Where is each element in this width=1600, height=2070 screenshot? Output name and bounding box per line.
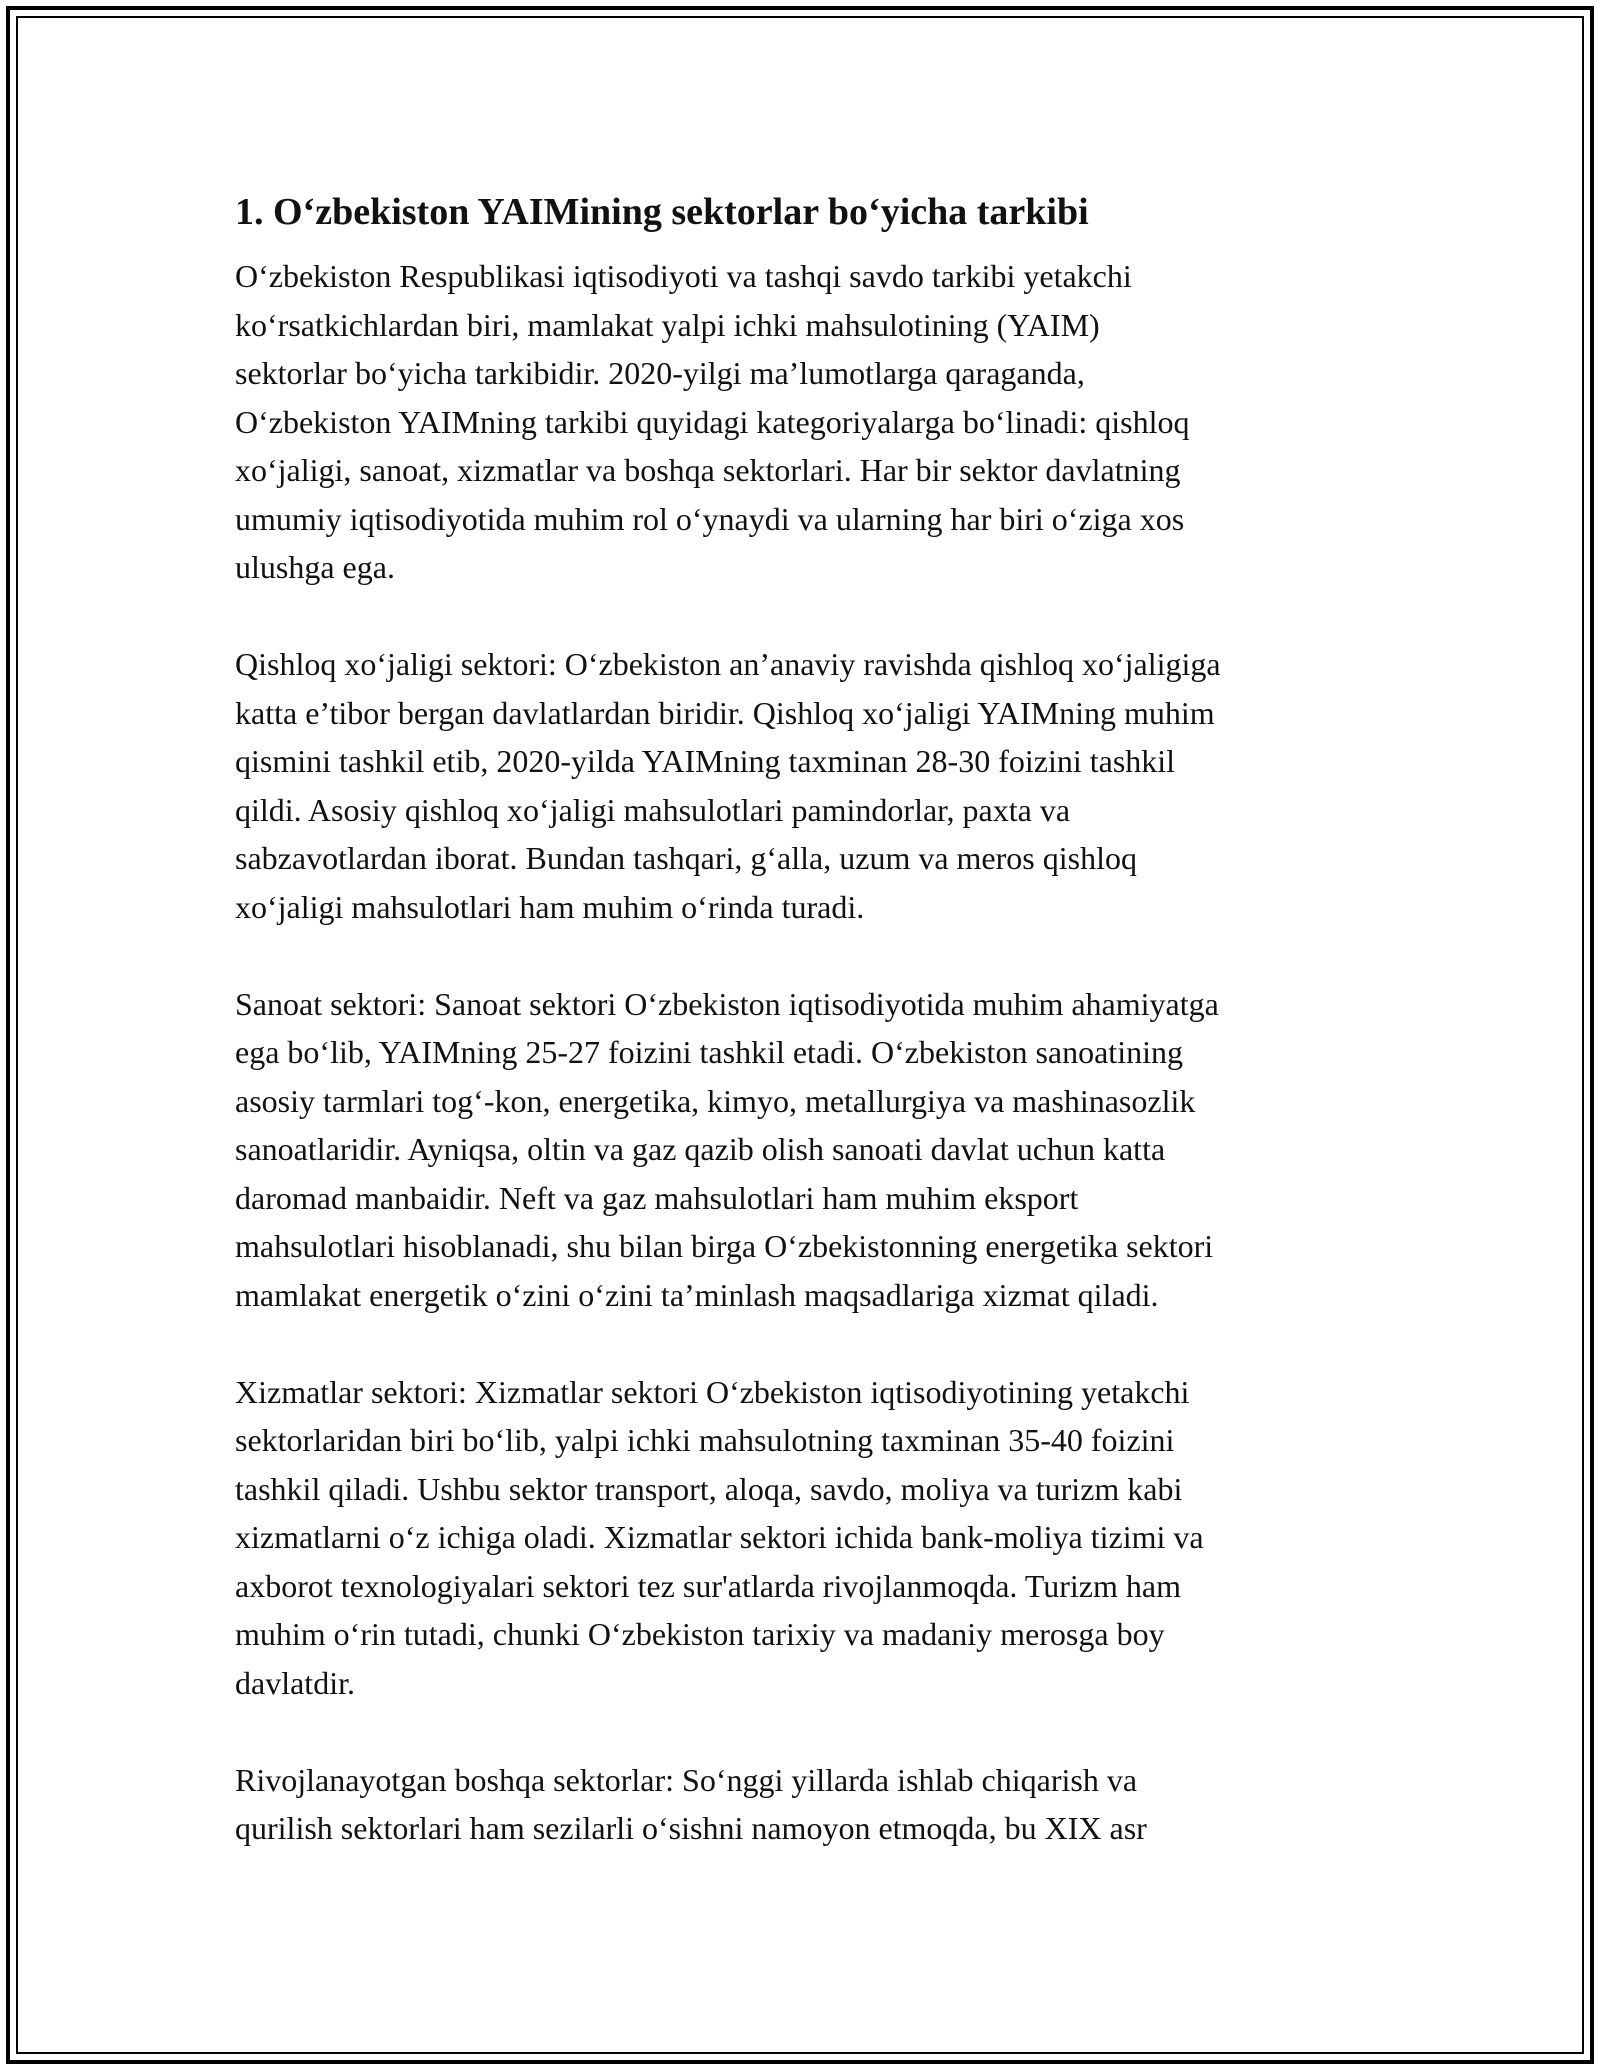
paragraph-line: ulushga ega. — [235, 549, 395, 585]
paragraph-line: asosiy tarmlari tog‘-kon, energetika, kimyo, metallurgiya va mashinasozlik — [235, 1082, 1196, 1119]
paragraph-line: daromad manbaidir. Neft va gaz mahsulotlari ham muhim eksport — [235, 1179, 1079, 1216]
document-body — [235, 186, 1375, 1901]
paragraph-line: sanoatlaridir. Ayniqsa, oltin va gaz qazib olish sanoati davlat uchun katta — [235, 1131, 1166, 1167]
paragraph-line: xo‘jaligi, sanoat, xizmatlar va boshqa sektorlari. Har bir sektor davlatning — [235, 452, 1181, 488]
paragraph-line: katta e’tibor bergan davlatlardan biridir. Qishloq xo‘jaligi YAIMning muhim — [235, 694, 1215, 731]
body-paragraph — [235, 252, 1375, 592]
paragraph-line: O‘zbekiston Respublikasi iqtisodiyoti va tashqi savdo tarkibi yetakchi — [235, 258, 1132, 294]
paragraph-line: xizmatlarni o‘z ichiga oladi. Xizmatlar sektori ichida bank-moliya tizimi va — [235, 1519, 1204, 1555]
paragraph-line: tashkil qiladi. Ushbu sektor transport, aloqa, savdo, moliya va turizm kabi — [235, 1470, 1183, 1507]
body-paragraph — [235, 640, 1375, 931]
paragraph-line: Rivojlanayotgan boshqa sektorlar: So‘nggi yillarda ishlab chiqarish va — [235, 1761, 1138, 1798]
paragraph-line: mahsulotlari hisoblanadi, shu bilan birga O‘zbekistonning energetika sektori — [235, 1228, 1214, 1264]
paragraph-list — [235, 252, 1375, 1853]
paragraph-line: axborot texnologiyalari sektori tez sur'atlarda rivojlanmoqda. Turizm ham — [235, 1567, 1181, 1604]
paragraph-line: sektorlaridan biri bo‘lib, yalpi ichki mahsulotning taxminan 35-40 foizini — [235, 1422, 1175, 1458]
paragraph-line: qildi. Asosiy qishloq xo‘jaligi mahsulotlari pamindorlar, paxta va — [235, 791, 1071, 828]
paragraph-line: davlatdir. — [235, 1664, 355, 1701]
paragraph-line: ko‘rsatkichlardan biri, mamlakat yalpi ichki mahsulotining (YAIM) — [235, 306, 1100, 343]
paragraph-line: sabzavotlardan iborat. Bundan tashqari, g‘alla, uzum va meros qishloq — [235, 840, 1137, 876]
body-paragraph — [235, 1756, 1375, 1853]
body-paragraph — [235, 980, 1375, 1320]
paragraph-line: qismini tashkil etib, 2020-yilda YAIMning taxminan 28-30 foizini tashkil — [235, 743, 1176, 779]
section-heading: 1. O‘zbekiston YAIMining sektorlar bo‘yicha tarkibi — [235, 191, 1089, 233]
paragraph-line: xo‘jaligi mahsulotlari ham muhim o‘rinda turadi. — [235, 888, 865, 925]
paragraph-line: Sanoat sektori: Sanoat sektori O‘zbekiston iqtisodiyotida muhim ahamiyatga — [235, 985, 1219, 1022]
paragraph-line: ega bo‘lib, YAIMning 25-27 foizini tashkil etadi. O‘zbekiston sanoatining — [235, 1034, 1183, 1070]
paragraph-line: Qishloq xo‘jaligi sektori: O‘zbekiston an’anaviy ravishda qishloq xo‘jaligiga — [235, 646, 1221, 682]
paragraph-line: umumiy iqtisodiyotida muhim rol o‘ynaydi va ularning har biri o‘ziga xos — [235, 500, 1185, 537]
paragraph-line: O‘zbekiston YAIMning tarkibi quyidagi kategoriyalarga bo‘linadi: qishloq — [235, 403, 1190, 440]
paragraph-line: mamlakat energetik o‘zini o‘zini ta’minlash maqsadlariga xizmat qiladi. — [235, 1276, 1159, 1313]
paragraph-line: Xizmatlar sektori: Xizmatlar sektori O‘zbekiston iqtisodiyotining yetakchi — [235, 1373, 1190, 1410]
body-paragraph — [235, 1368, 1375, 1708]
paragraph-line: muhim o‘rin tutadi, chunki O‘zbekiston tarixiy va madaniy merosga boy — [235, 1616, 1165, 1652]
paragraph-line: sektorlar bo‘yicha tarkibidir. 2020-yilgi ma’lumotlarga qaraganda, — [235, 355, 1085, 391]
paragraph-line: qurilish sektorlari ham sezilarli o‘sishni namoyon etmoqda, bu XIX asr — [235, 1810, 1147, 1846]
